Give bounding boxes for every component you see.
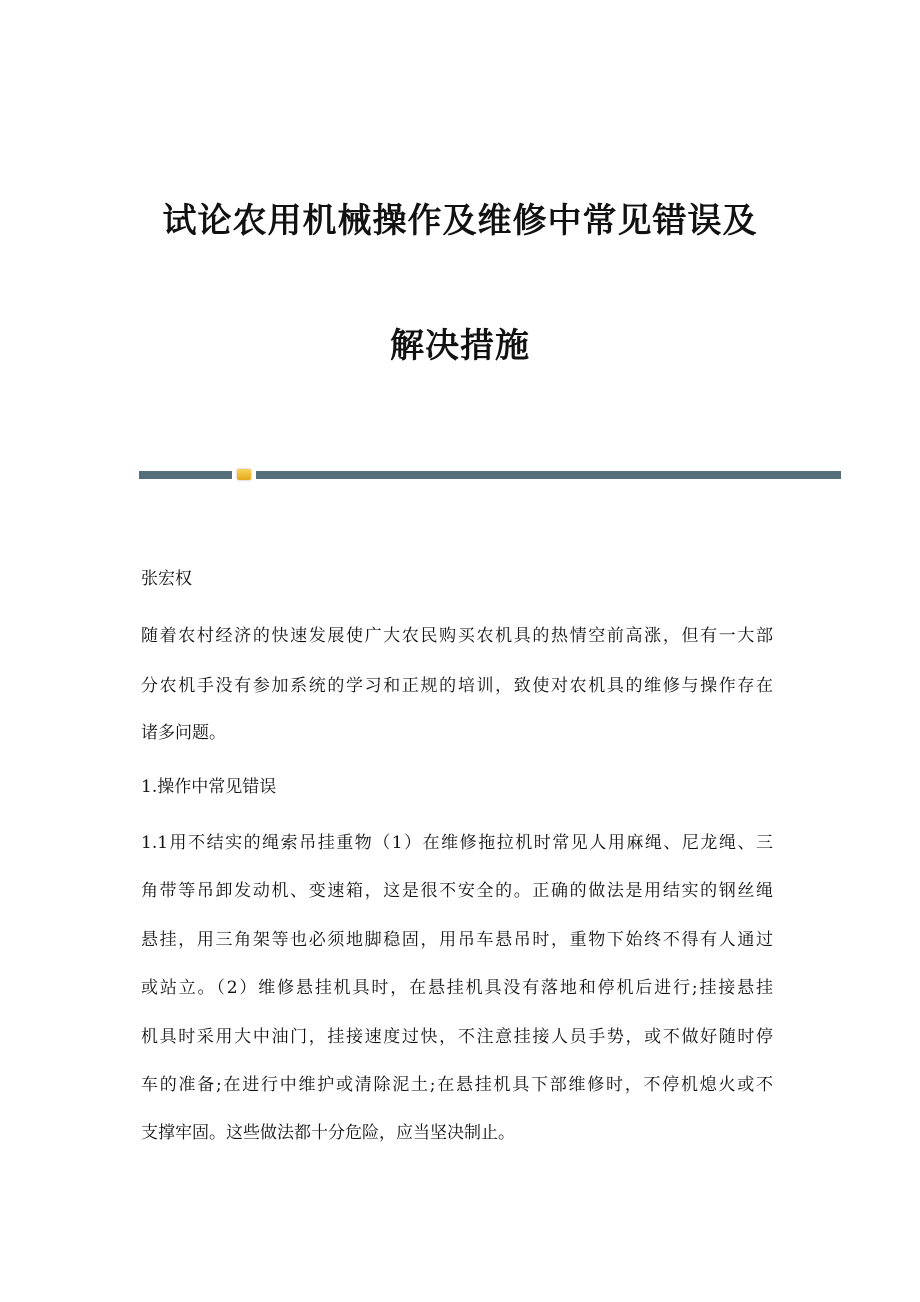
paragraph-line: 或站立。（2）维修悬挂机具时，在悬挂机具没有落地和停机后进行;挂接悬挂 [141,978,773,998]
section-heading: 1.操作中常见错误 [141,777,277,797]
paragraph-line: 支撑牢固。这些做法都十分危险，应当坚决制止。 [141,1123,515,1143]
paragraph-line: 机具时采用大中油门，挂接速度过快，不注意挂接人员手势，或不做好随时停 [141,1027,773,1047]
ornament-icon [237,469,251,480]
divider-right [256,471,841,479]
paragraph-line: 车的准备;在进行中维护或清除泥土;在悬挂机具下部维修时，不停机熄火或不 [141,1075,773,1095]
intro-line: 诸多问题。 [141,723,226,743]
author: 张宏权 [141,569,192,589]
paragraph-line: 1.1用不结实的绳索吊挂重物（1）在维修拖拉机时常见人用麻绳、尼龙绳、三 [141,833,773,853]
intro-line: 分农机手没有参加系统的学习和正规的培训，致使对农机具的维修与操作存在 [141,676,773,696]
document-title-line-1: 试论农用机械操作及维修中常见错误及 [162,201,758,241]
divider-left [139,471,232,479]
paragraph-line: 角带等吊卸发动机、变速箱，这是很不安全的。正确的做法是用结实的钢丝绳 [141,881,773,901]
document-title-line-2: 解决措施 [390,326,530,366]
intro-line: 随着农村经济的快速发展使广大农民购买农机具的热情空前高涨，但有一大部 [141,626,773,646]
paragraph-line: 悬挂，用三角架等也必须地脚稳固，用吊车悬吊时，重物下始终不得有人通过 [141,930,773,950]
